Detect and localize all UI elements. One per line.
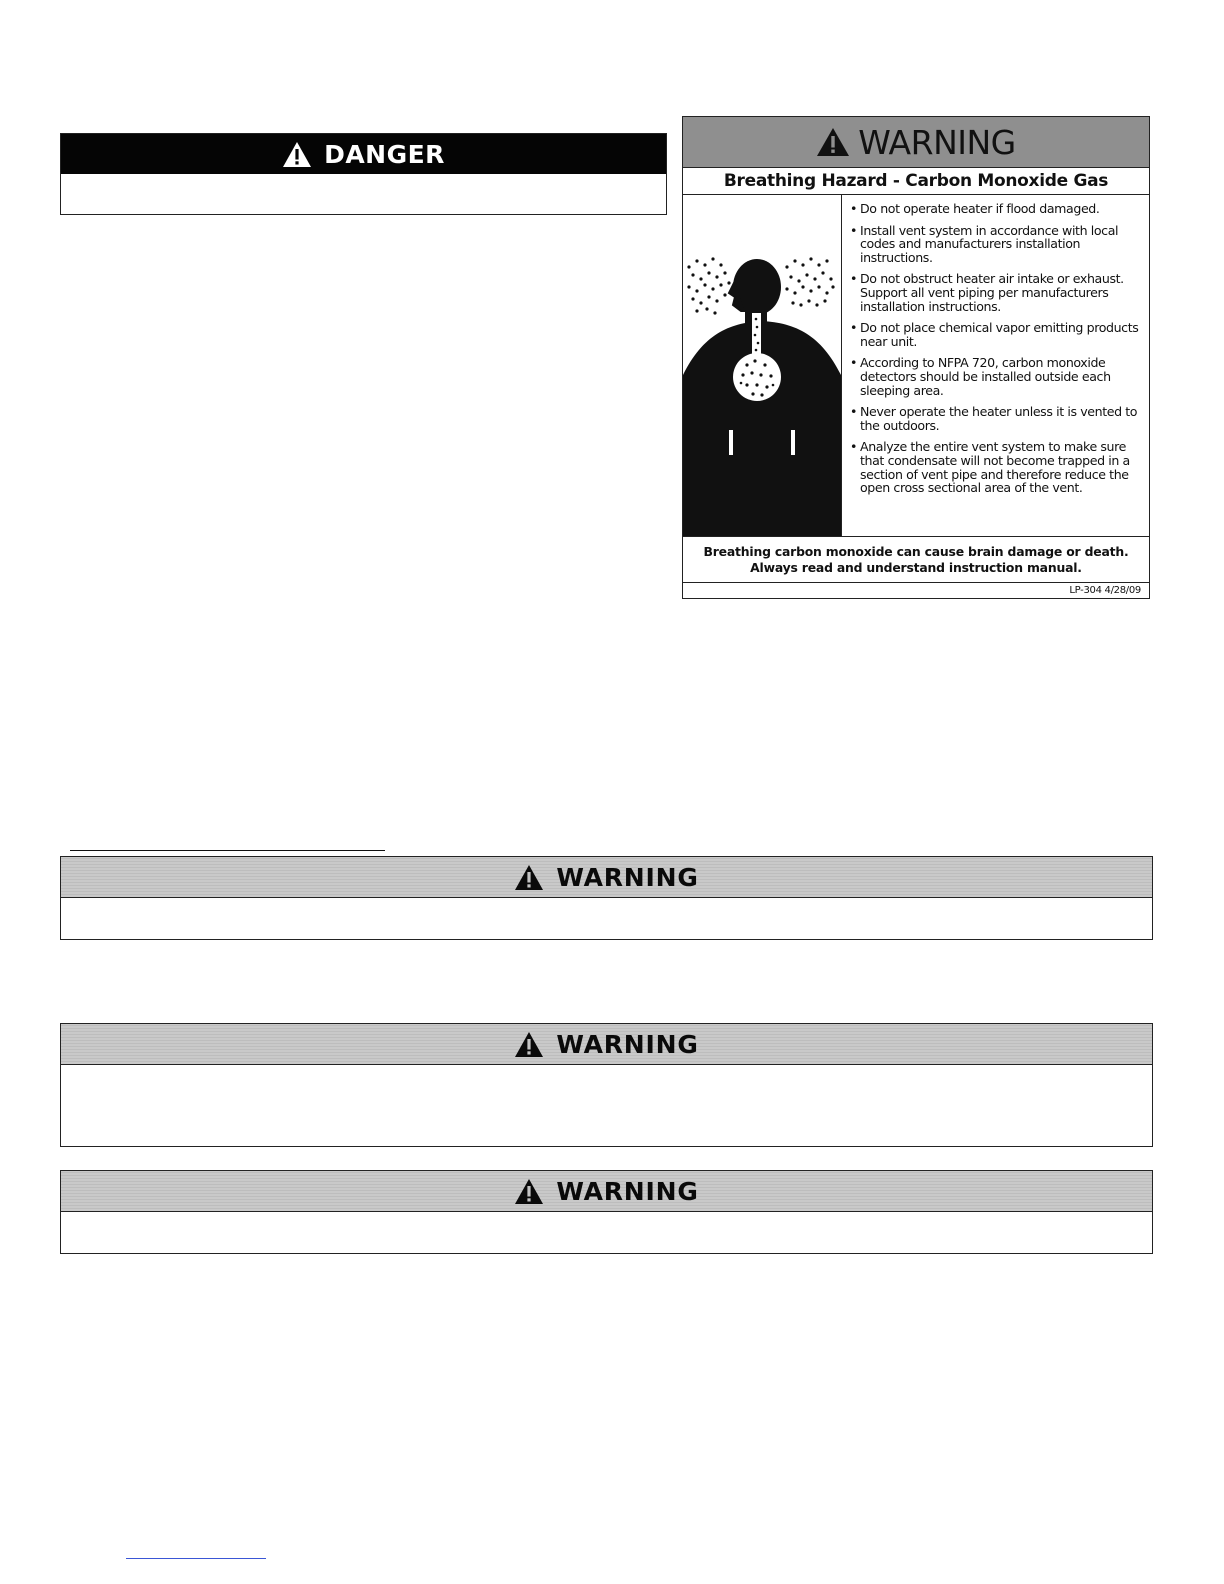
list-item: • Install vent system in accordance with local codes and manufacturers installation instructions.	[848, 224, 1147, 265]
label-footer-line1: Breathing carbon monoxide can cause brain damage or death.	[703, 543, 1129, 559]
warning-title: WARNING	[556, 1029, 699, 1059]
warning-box-2	[60, 1023, 1153, 1147]
breathing-hazard-pictogram	[683, 195, 842, 536]
label-header	[683, 117, 1149, 168]
warning-header	[61, 1024, 1152, 1065]
label-code: LP-304 4/28/09	[1069, 585, 1141, 596]
list-item: • Do not operate heater if flood damaged.	[848, 202, 1147, 216]
warning-triangle-icon	[514, 1031, 544, 1058]
label-body	[683, 195, 1149, 537]
list-item: • According to NFPA 720, carbon monoxide detectors should be installed outside each sleeping area.	[848, 356, 1147, 397]
label-footer	[683, 537, 1149, 583]
list-item: • Never operate the heater unless it is vented to the outdoors.	[848, 405, 1147, 432]
section-heading-rule	[70, 850, 385, 851]
warning-title: WARNING	[556, 862, 699, 892]
safety-label	[682, 116, 1150, 599]
label-title: WARNING	[858, 122, 1016, 162]
warning-title: WARNING	[556, 1176, 699, 1206]
list-item: • Analyze the entire vent system to make sure that condensate will not become trapped in a section of vent pipe and therefore reduce the open cross sectional area of the vent.	[848, 440, 1147, 494]
danger-title: DANGER	[324, 139, 445, 169]
danger-header	[61, 134, 666, 174]
warning-triangle-icon	[514, 1178, 544, 1205]
label-hazard-list	[842, 195, 1149, 536]
warning-box-3	[60, 1170, 1153, 1254]
hyperlink-underline[interactable]	[126, 1558, 266, 1559]
warning-triangle-icon	[816, 127, 850, 157]
warning-header	[61, 1171, 1152, 1212]
warning-triangle-icon	[514, 864, 544, 891]
label-subtitle: Breathing Hazard - Carbon Monoxide Gas	[683, 168, 1149, 195]
warning-box-1	[60, 856, 1153, 940]
label-footer-line2: Always read and understand instruction manual.	[750, 559, 1082, 575]
list-item: • Do not obstruct heater air intake or exhaust. Support all vent piping per manufacturers installation instructions.	[848, 272, 1147, 313]
danger-box	[60, 133, 667, 215]
list-item: • Do not place chemical vapor emitting products near unit.	[848, 321, 1147, 348]
warning-triangle-icon	[282, 141, 312, 168]
warning-header	[61, 857, 1152, 898]
